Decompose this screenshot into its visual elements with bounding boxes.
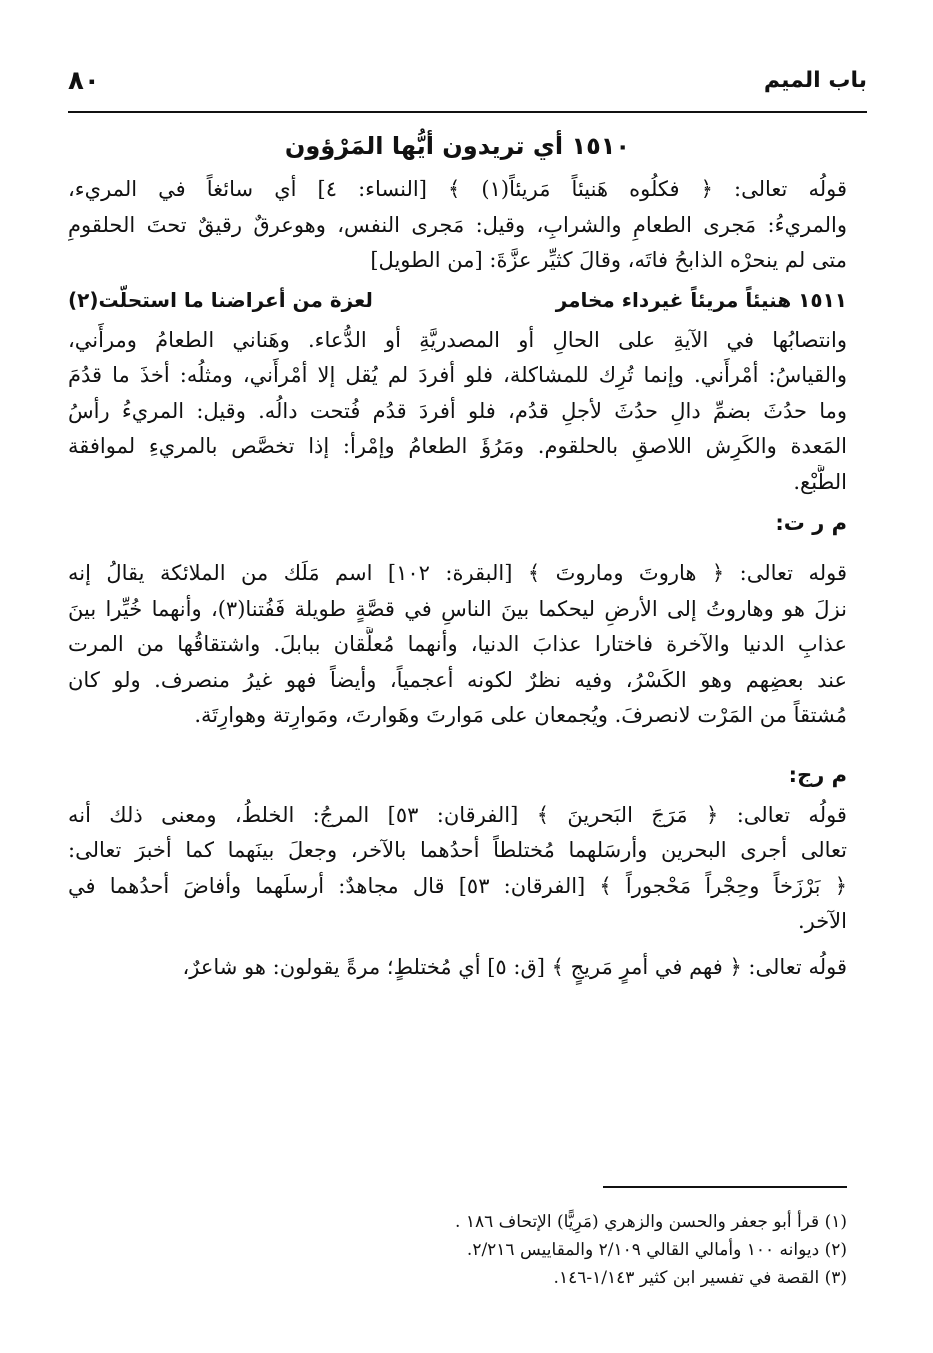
chapter-title: باب الميم [763,68,867,93]
text-line: قولُه تعالى: ﴿ فهم في أمرٍ مَريجٍ ﴾ [ق: ٥] أي مُختلطٍ؛ مرةً يقولون: هو شاعرٌ، [182,954,847,979]
text-line: قولُه تعالى: ﴿ مَرَجَ البَحرينَ ﴾ [الفرقان: ٥٣] المرجُ: الخلطُ، ومعنى ذلك أنه [68,802,847,827]
footnote-3: (٣) القصة في تفسير ابن كثير ١/١٤٣-١٤٦. [553,1268,847,1288]
text-line: وانتصابُها في الآيةِ على الحالِ أو المصدريَّةِ أو الدُّعاء. وهَناني الطعامُ ومرأَني، [68,327,847,352]
text-line: والقياسُ: أمْرأَني. وإنما تُرِك للمشاكلة، فلو أفردَ لم يُقل إلا أمْرأَني، ومثلُه: أخذَ ما قدُمَ [68,363,847,387]
poetry-verse [68,281,847,319]
entry-heading: ١٥١٠ أي تريدون أيُّها المَرْؤون [284,132,631,160]
text-line: قولُه تعالى: ﴿ فكلُوه هَنيئاً مَريئاً(١) ﴾ [النساء: ٤] أي سائغاً في المريء، [68,177,847,201]
paragraph-3 [68,556,847,734]
footnotes [120,1208,847,1292]
paragraph-5 [68,950,847,986]
paragraph-1 [68,172,847,279]
text-line: مُشتقاً من المَرْت لانصرفَ. ويُجمعان على مَوارتَ وهَوارتَ، ومَوارِتة وهوارِتَة. [194,703,847,727]
page-header [68,62,867,102]
header-rule [68,111,867,113]
text-line: ﴿ بَرْزَخاً وحِجْراً مَحْجوراً ﴾ [الفرقان: ٥٣] قال مجاهدٌ: أرسلَهما وأفاضَ أحدُهما في [68,873,847,898]
verse-first-hemistich: ١٥١١ هنيئاً مريئاً غيرداء مخامر [555,287,847,312]
main-text [68,126,847,985]
page-number: ٨٠ [68,66,100,96]
text-line: متى لم ينحرْه الذابحُ فاتَه، وقالَ كثيِّر عزَّةَ: [من الطويل] [370,248,847,272]
text-line: عذابِ الدنيا والآخرة فاختارا عذابَ الدنيا، وأنهما مُعلَّقان ببابلَ. واشتقاقُها من المرت [68,632,847,656]
text-line: الآخر. [797,909,847,933]
text-line: قوله تعالى: ﴿ هاروتَ وماروتَ ﴾ [البقرة: ١٠٢] اسم مَلَك من الملائكة يقالُ إنه [68,561,847,585]
verse-second-hemistich: لعزة من أعراضنا ما استحلّت(٢) [68,287,373,312]
text-line: وما حدُثَ بضمِّ دالِ حدُثَ لأجلِ قدُم، فلو أفردَ قدُم فُتحت دالُه. وقيل: المريءُ رأسُ [68,398,847,423]
footnote-2: (٢) ديوانه ١٠٠ وأمالي القالي ٢/١٠٩ والمقاييس ٢/٢١٦. [466,1240,847,1260]
text-line: المَعدة والكَرِش اللاصقِ بالحلقوم. ومَرُؤَ الطعامُ وإمْرأ: إذا تخصَّص بالمريءِ لموافقة [68,434,847,458]
text-line: والمريءُ: مَجرى الطعامِ والشرابِ، وقيل: مَجرى النفس، وهوعرقٌ رقيقٌ تحتَ الحلقومِ [68,212,847,237]
text-line: عند بعضِهم وهو الكَسْرُ، وفيه نظرٌ لكونه أعجمياً، وأيضاً فهو غيرُ منصرف. ولو كان [68,667,847,692]
text-line: الطَّبْع. [793,469,847,494]
footnote-1: (١) قرأ أبو جعفر والحسن والزهري (مَرِيًّا) الإتحاف ١٨٦ . [455,1212,847,1232]
root-heading-mrt: م ر ت: [775,511,847,535]
text-line: تعالى أجرى البحرين وأرسَلهما مُختلطاً أحدُهما بالآخر، وجعلَ بينَهما كما أخبرَ تعالى: [68,838,847,862]
text-line: نزلَ هو وهاروتُ إلى الأرضِ ليحكما بينَ الناسِ في قصَّةٍ طويلة فَفُتنا(٣)، وأنهما خُيِّرا بينَ [68,596,847,621]
paragraph-4 [68,798,847,940]
root-heading-mrj: م رج: [788,762,847,787]
paragraph-2 [68,323,847,501]
footnote-rule [603,1186,847,1188]
